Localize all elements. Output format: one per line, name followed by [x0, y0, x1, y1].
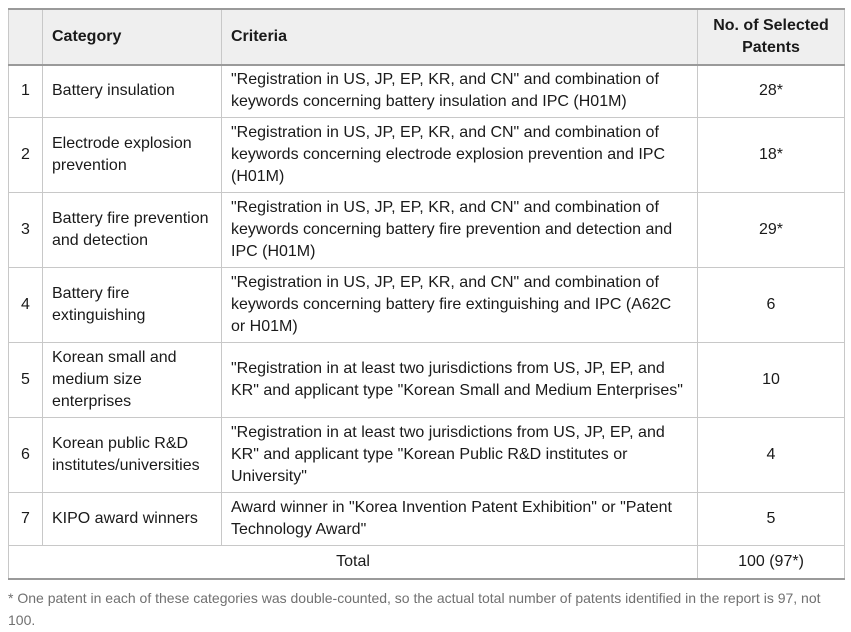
- header-criteria: Criteria: [222, 9, 698, 65]
- header-category: Category: [43, 9, 222, 65]
- total-label: Total: [9, 545, 698, 579]
- footnote: * One patent in each of these categories was double-counted, so the actual total number of patents identified in the report is 97, not 100.: [8, 590, 821, 628]
- row-count: 4: [698, 417, 845, 492]
- row-number: 2: [9, 117, 43, 192]
- row-count: 28*: [698, 65, 845, 117]
- row-criteria: "Registration in at least two jurisdictions from US, JP, EP, and KR" and applicant type "Korean Public R&D institutes or University": [222, 417, 698, 492]
- selected-patents-table: [8, 8, 845, 580]
- total-value: 100 (97*): [698, 545, 845, 579]
- table-row: [9, 267, 845, 342]
- row-category: Korean public R&D institutes/universities: [43, 417, 222, 492]
- row-count: 29*: [698, 192, 845, 267]
- row-number: 7: [9, 492, 43, 545]
- table-row: [9, 117, 845, 192]
- table-row: [9, 192, 845, 267]
- row-number: 6: [9, 417, 43, 492]
- row-number: 1: [9, 65, 43, 117]
- table-row: [9, 417, 845, 492]
- header-selected-patents: No. of Selected Patents: [698, 9, 845, 65]
- table-row: [9, 492, 845, 545]
- total-row: [9, 545, 845, 579]
- row-category: Electrode explosion prevention: [43, 117, 222, 192]
- row-count: 5: [698, 492, 845, 545]
- row-criteria: "Registration in US, JP, EP, KR, and CN" and combination of keywords concerning battery insulation and IPC (H01M): [222, 65, 698, 117]
- row-number: 3: [9, 192, 43, 267]
- row-criteria: "Registration in US, JP, EP, KR, and CN" and combination of keywords concerning electrode explosion prevention and IPC (H01M): [222, 117, 698, 192]
- row-count: 6: [698, 267, 845, 342]
- row-category: Battery fire extinguishing: [43, 267, 222, 342]
- row-criteria: "Registration in US, JP, EP, KR, and CN" and combination of keywords concerning battery fire prevention and detection and IPC (H01M): [222, 192, 698, 267]
- row-category: Korean small and medium size enterprises: [43, 342, 222, 417]
- row-count: 10: [698, 342, 845, 417]
- header-no: [9, 9, 43, 65]
- row-category: Battery fire prevention and detection: [43, 192, 222, 267]
- row-category: KIPO award winners: [43, 492, 222, 545]
- row-criteria: "Registration in at least two jurisdictions from US, JP, EP, and KR" and applicant type "Korean Small and Medium Enterprises": [222, 342, 698, 417]
- table-row: [9, 65, 845, 117]
- table-row: [9, 342, 845, 417]
- row-criteria: Award winner in "Korea Invention Patent Exhibition" or "Patent Technology Award": [222, 492, 698, 545]
- row-count: 18*: [698, 117, 845, 192]
- row-category: Battery insulation: [43, 65, 222, 117]
- row-criteria: "Registration in US, JP, EP, KR, and CN" and combination of keywords concerning battery fire extinguishing and IPC (A62C or H01M): [222, 267, 698, 342]
- row-number: 5: [9, 342, 43, 417]
- row-number: 4: [9, 267, 43, 342]
- table-header-row: [9, 9, 845, 65]
